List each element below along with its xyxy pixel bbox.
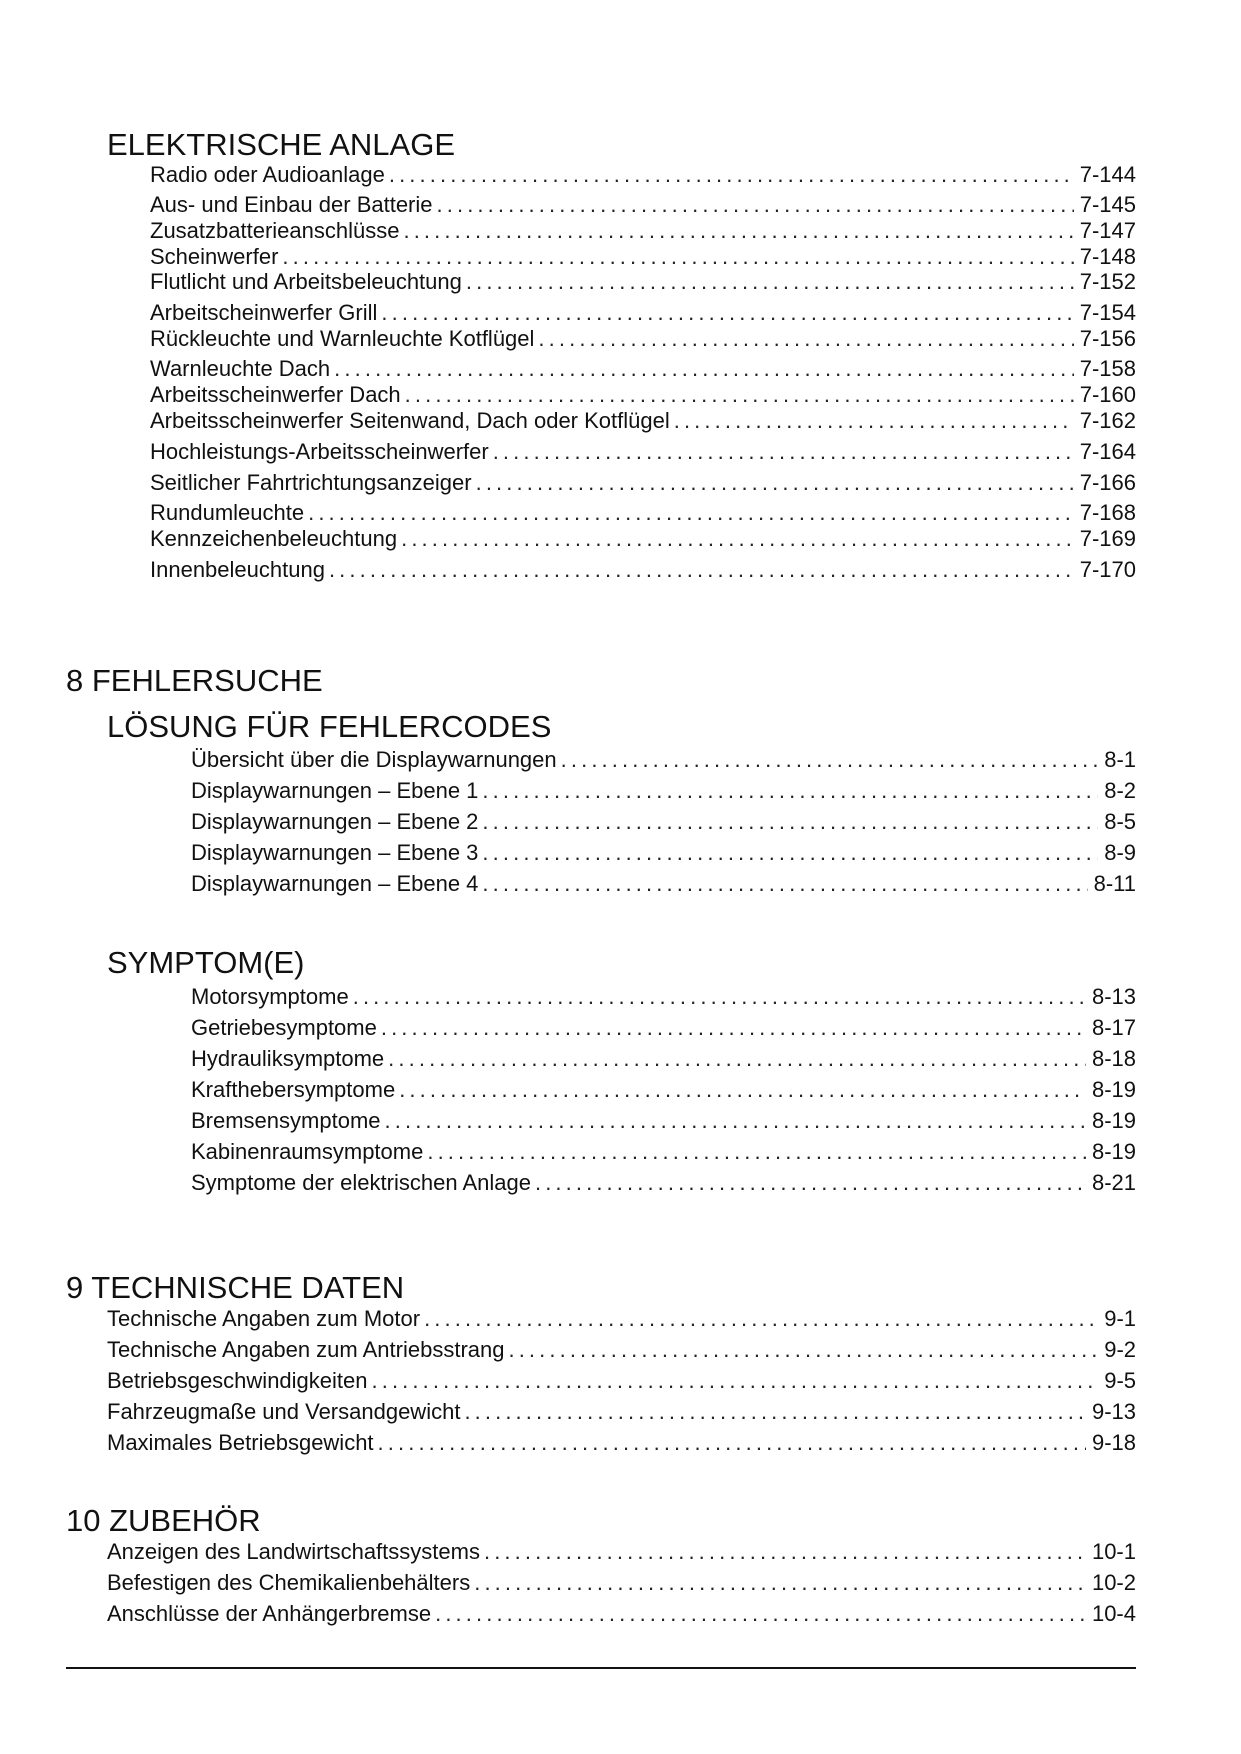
toc-entry-label: Anzeigen des Landwirtschaftssystems [107, 1539, 480, 1564]
toc-entry[interactable] [191, 840, 1136, 866]
toc-entry-page: 7-158 [1079, 356, 1136, 381]
dot-leader [353, 984, 1086, 1010]
toc-entry-label: Arbeitscheinwerfer Grill [150, 300, 378, 325]
toc-entry-page: 10-4 [1091, 1601, 1136, 1626]
dot-leader [674, 408, 1074, 434]
toc-entry-page: 8-19 [1091, 1139, 1136, 1164]
footer-rule [66, 1667, 1136, 1669]
toc-entry[interactable] [107, 1601, 1136, 1627]
toc-entry-page: 8-13 [1091, 984, 1136, 1009]
dot-leader [388, 1046, 1086, 1072]
toc-entry-label: Getriebesymptome [191, 1015, 377, 1040]
toc-entry-label: Displaywarnungen – Ebene 3 [191, 840, 479, 865]
toc-entry-page: 7-156 [1079, 326, 1136, 351]
section-heading-symptome: SYMPTOM(E) [107, 945, 305, 980]
toc-entry[interactable] [191, 871, 1136, 897]
dot-leader [474, 1570, 1086, 1596]
dot-leader [535, 1170, 1086, 1196]
toc-entry-label: Kabinenraumsymptome [191, 1139, 424, 1164]
toc-entry[interactable] [150, 269, 1136, 295]
toc-entry-label: Technische Angaben zum Antriebsstrang [107, 1337, 505, 1362]
toc-entry-label: Displaywarnungen – Ebene 2 [191, 809, 479, 834]
toc-entry[interactable] [150, 557, 1136, 583]
toc-entry[interactable] [191, 747, 1136, 773]
toc-entry-page: 7-152 [1079, 269, 1136, 294]
dot-leader [484, 1539, 1086, 1565]
toc-entry-page: 8-18 [1091, 1046, 1136, 1071]
dot-leader [399, 1077, 1086, 1103]
toc-entry[interactable] [150, 162, 1136, 188]
dot-leader [538, 326, 1073, 352]
dot-leader [334, 356, 1074, 382]
toc-entry[interactable] [150, 382, 1136, 408]
toc-entry[interactable] [107, 1399, 1136, 1425]
toc-entry[interactable] [191, 778, 1136, 804]
dot-leader [329, 557, 1074, 583]
toc-entry-page: 8-17 [1091, 1015, 1136, 1040]
dot-leader [401, 526, 1074, 552]
toc-entry[interactable] [150, 526, 1136, 552]
section-heading-loesung-fehlercodes: LÖSUNG FÜR FEHLERCODES [107, 709, 552, 744]
toc-entry[interactable] [107, 1570, 1136, 1596]
toc-entry[interactable] [150, 192, 1136, 218]
toc-entry-label: Arbeitsscheinwerfer Seitenwand, Dach oder Kotflügel [150, 408, 670, 433]
toc-entry-page: 8-19 [1091, 1108, 1136, 1133]
toc-entry[interactable] [150, 244, 1136, 270]
toc-entry-label: Seitlicher Fahrtrichtungsanzeiger [150, 470, 472, 495]
dot-leader [381, 300, 1073, 326]
toc-entry[interactable] [191, 1170, 1136, 1196]
toc-entry-page: 8-21 [1091, 1170, 1136, 1195]
toc-entry[interactable] [150, 408, 1136, 434]
toc-entry-label: Innenbeleuchtung [150, 557, 325, 582]
toc-entry-label: Motorsymptome [191, 984, 349, 1009]
dot-leader [389, 162, 1074, 188]
toc-entry-label: Scheinwerfer [150, 244, 279, 269]
dot-leader [381, 1015, 1086, 1041]
toc-entry[interactable] [150, 500, 1136, 526]
toc-entry-label: Radio oder Audioanlage [150, 162, 385, 187]
toc-entry-page: 7-154 [1079, 300, 1136, 325]
dot-leader [405, 382, 1074, 408]
dot-leader [403, 218, 1073, 244]
toc-entry-label: Flutlicht und Arbeitsbeleuchtung [150, 269, 462, 294]
toc-entry[interactable] [191, 984, 1136, 1010]
toc-entry-page: 7-170 [1079, 557, 1136, 582]
toc-entry-page: 7-162 [1079, 408, 1136, 433]
toc-entry[interactable] [150, 356, 1136, 382]
toc-entry-label: Symptome der elektrischen Anlage [191, 1170, 531, 1195]
toc-entry-page: 8-11 [1093, 871, 1136, 896]
dot-leader [482, 871, 1087, 897]
toc-entry[interactable] [107, 1430, 1136, 1456]
toc-entry-label: Kennzeichenbeleuchtung [150, 526, 398, 551]
toc-entry[interactable] [107, 1539, 1136, 1565]
toc-entry-page: 7-166 [1079, 470, 1136, 495]
toc-entry[interactable] [150, 439, 1136, 465]
toc-entry[interactable] [107, 1368, 1136, 1394]
dot-leader [561, 747, 1099, 773]
toc-entry-label: Rückleuchte und Warnleuchte Kotflügel [150, 326, 535, 351]
dot-leader [482, 778, 1098, 804]
dot-leader [464, 1399, 1086, 1425]
dot-leader [482, 840, 1098, 866]
toc-entry-label: Hochleistungs-Arbeitsscheinwerfer [150, 439, 489, 464]
dot-leader [424, 1306, 1098, 1332]
toc-entry-label: Krafthebersymptome [191, 1077, 396, 1102]
dot-leader [282, 244, 1073, 270]
toc-entry-page: 9-18 [1091, 1430, 1136, 1455]
dot-leader [308, 500, 1074, 526]
toc-entry[interactable] [191, 1139, 1136, 1165]
toc-entry[interactable] [107, 1337, 1136, 1363]
dot-leader [385, 1108, 1086, 1134]
toc-entry-label: Befestigen des Chemikalienbehälters [107, 1570, 471, 1595]
toc-entry-label: Bremsensymptome [191, 1108, 381, 1133]
toc-entry-label: Maximales Betriebsgewicht [107, 1430, 374, 1455]
toc-entry-page: 10-1 [1091, 1539, 1136, 1564]
toc-entry-page: 7-169 [1079, 526, 1136, 551]
toc-entry-label: Displaywarnungen – Ebene 4 [191, 871, 479, 896]
toc-entry-label: Übersicht über die Displaywarnungen [191, 747, 557, 772]
toc-entry[interactable] [191, 809, 1136, 835]
dot-leader [482, 809, 1098, 835]
dot-leader [493, 439, 1074, 465]
dot-leader [435, 1601, 1086, 1627]
toc-entry-page: 7-145 [1079, 192, 1136, 217]
toc-entry[interactable] [150, 218, 1136, 244]
toc-entry-label: Rundumleuchte [150, 500, 305, 525]
toc-entry-label: Zusatzbatterieanschlüsse [150, 218, 400, 243]
toc-entry-page: 10-2 [1091, 1570, 1136, 1595]
toc-entry-label: Hydrauliksymptome [191, 1046, 385, 1071]
toc-entry[interactable] [191, 1015, 1136, 1041]
dot-leader [508, 1337, 1098, 1363]
chapter-heading-zubehoer: 10 ZUBEHÖR [66, 1503, 261, 1538]
section-heading-elektrische-anlage: ELEKTRISCHE ANLAGE [107, 127, 456, 162]
toc-entry[interactable] [191, 1108, 1136, 1134]
toc-entry-page: 9-1 [1104, 1306, 1136, 1331]
toc-entry[interactable] [150, 470, 1136, 496]
dot-leader [466, 269, 1074, 295]
dot-leader [372, 1368, 1099, 1394]
toc-entry[interactable] [107, 1306, 1136, 1332]
toc-entry-label: Fahrzeugmaße und Versandgewicht [107, 1399, 461, 1424]
toc-entry-page: 7-148 [1079, 244, 1136, 269]
dot-leader [437, 192, 1074, 218]
dot-leader [427, 1139, 1086, 1165]
toc-entry-page: 7-168 [1079, 500, 1136, 525]
toc-entry-page: 8-9 [1104, 840, 1136, 865]
toc-entry-page: 9-5 [1104, 1368, 1136, 1393]
toc-entry-label: Displaywarnungen – Ebene 1 [191, 778, 479, 803]
chapter-heading-fehlersuche: 8 FEHLERSUCHE [66, 663, 323, 698]
toc-entry-page: 8-19 [1091, 1077, 1136, 1102]
toc-entry[interactable] [150, 300, 1136, 326]
toc-entry-page: 9-2 [1104, 1337, 1136, 1362]
toc-entry[interactable] [150, 326, 1136, 352]
toc-entry-label: Warnleuchte Dach [150, 356, 331, 381]
toc-entry-page: 9-13 [1091, 1399, 1136, 1424]
toc-entry-page: 7-144 [1079, 162, 1136, 187]
toc-entry-label: Technische Angaben zum Motor [107, 1306, 421, 1331]
toc-entry-label: Aus- und Einbau der Batterie [150, 192, 433, 217]
toc-entry[interactable] [191, 1046, 1136, 1072]
toc-entry-page: 8-1 [1104, 747, 1136, 772]
toc-entry-page: 7-164 [1079, 439, 1136, 464]
toc-entry-page: 8-5 [1104, 809, 1136, 834]
toc-entry-page: 7-147 [1079, 218, 1136, 243]
dot-leader [378, 1430, 1086, 1456]
toc-entry-page: 7-160 [1079, 382, 1136, 407]
toc-entry[interactable] [191, 1077, 1136, 1103]
toc-entry-label: Betriebsgeschwindigkeiten [107, 1368, 368, 1393]
toc-entry-label: Anschlüsse der Anhängerbremse [107, 1601, 432, 1626]
toc-entry-label: Arbeitsscheinwerfer Dach [150, 382, 401, 407]
dot-leader [476, 470, 1074, 496]
chapter-heading-technische-daten: 9 TECHNISCHE DATEN [66, 1270, 405, 1305]
toc-entry-page: 8-2 [1104, 778, 1136, 803]
